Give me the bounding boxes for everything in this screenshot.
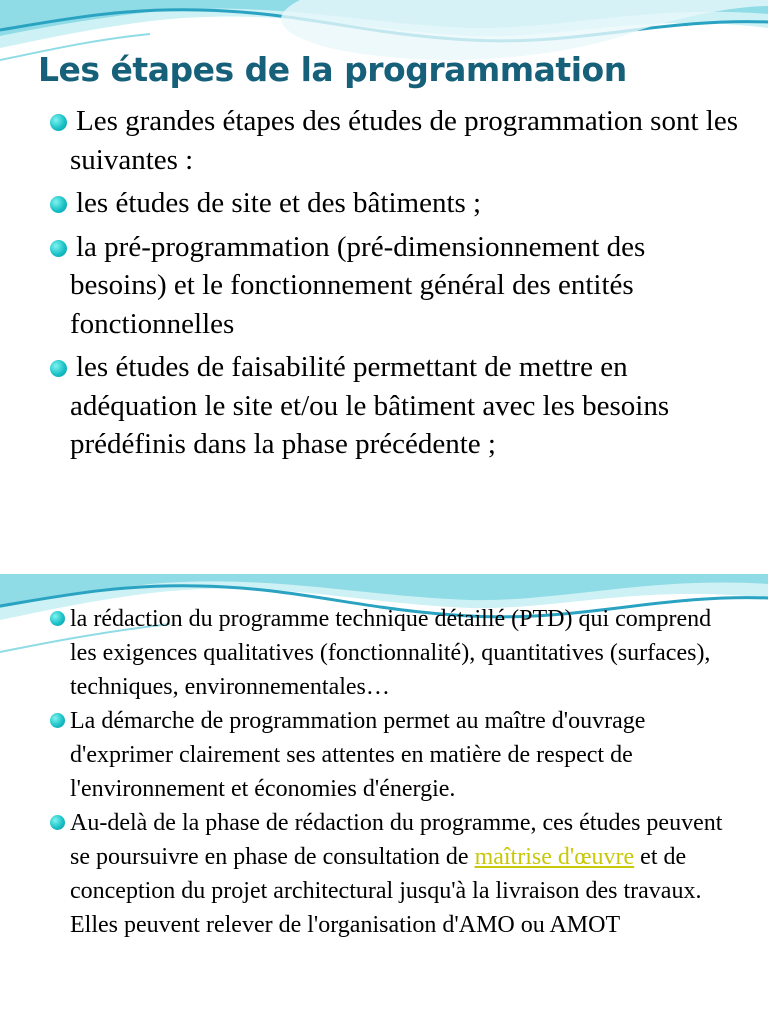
bullet-icon: [50, 611, 65, 626]
maitrise-oeuvre-link[interactable]: maîtrise d'œuvre: [474, 844, 635, 870]
list-item: [0, 102, 740, 179]
bullet-icon: [50, 196, 67, 213]
bullet-icon: [50, 713, 65, 728]
bullet-list: [0, 602, 740, 942]
slide-title: Les étapes de la programmation: [38, 50, 627, 89]
bullet-text: [70, 806, 740, 942]
list-item: [0, 806, 740, 942]
list-item: [0, 602, 740, 704]
bullet-text-start: Au-delà de la phase de rédaction du programme, ces études peuvent se poursuivre en phase de consultation de: [70, 810, 723, 870]
slide-2: [0, 574, 768, 1024]
bullet-text: Les grandes étapes des études de programmation sont les suivantes :: [70, 105, 738, 176]
bullet-text-cutoff: peuvent relever de l'organisation d'AMO ou AMOT: [124, 912, 621, 938]
bullet-list: [0, 102, 740, 469]
bullet-text-end: et de conception du projet architectural jusqu'à la livraison des travaux. Elles: [70, 844, 702, 938]
bullet-icon: [50, 815, 65, 830]
list-item: [0, 704, 740, 806]
list-item: [0, 228, 740, 344]
bullet-icon: [50, 114, 67, 131]
bullet-text: les études de site et des bâtiments ;: [76, 187, 482, 219]
bullet-icon: [50, 240, 67, 257]
list-item: [0, 348, 740, 464]
bullet-text: la rédaction du programme technique détaillé (PTD) qui comprend les exigences qualitatives (fonctionnalité), quantitatives (surfaces), techniques, environnementales…: [70, 606, 712, 700]
bullet-icon: [50, 360, 67, 377]
list-item: [0, 184, 740, 223]
bullet-text: la pré-programmation (pré-dimensionnement des besoins) et le fonctionnement général des entités fonctionnelles: [70, 230, 646, 340]
bullet-text: La démarche de programmation permet au maître d'ouvrage d'exprimer clairement ses attentes en matière de respect de l'environnement et économies d'énergie.: [70, 708, 646, 802]
bullet-text: les études de faisabilité permettant de mettre en adéquation le site et/ou le bâtiment avec les besoins prédéfinis dans la phase précédente ;: [70, 351, 670, 460]
